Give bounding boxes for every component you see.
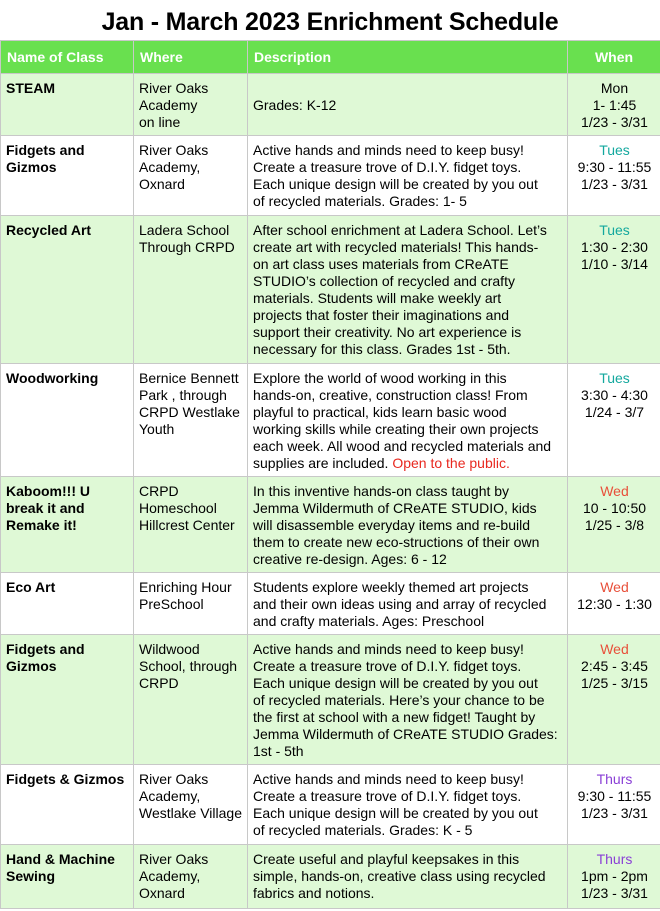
description-line	[253, 341, 563, 358]
class-name: Kaboom!!! U break it and Remake it!	[1, 477, 134, 573]
class-description	[248, 635, 568, 765]
location-line: Academy,	[139, 868, 201, 884]
description-text: Grades: K-12	[253, 97, 337, 113]
class-when	[568, 74, 660, 136]
class-time: 9:30 - 11:55	[577, 788, 652, 804]
description-text: Create a treasure trove of D.I.Y. fidget toys.	[253, 788, 522, 804]
description-text: Explore the world of wood working in this	[253, 370, 507, 386]
class-description	[248, 136, 568, 216]
description-text: simple, hands-on, creative class using recycled	[253, 868, 546, 884]
description-line	[253, 80, 563, 97]
class-location	[134, 635, 248, 765]
description-text: hands-on, creative, construction class! From	[253, 387, 528, 403]
class-day: Thurs	[596, 771, 633, 787]
description-text: create art with recycled materials! This hands-	[253, 239, 539, 255]
header-when: When	[568, 41, 660, 74]
location-line: Hillcrest Center	[139, 517, 235, 533]
location-line: CRPD	[139, 675, 179, 691]
description-text: Each unique design will be created by you out	[253, 675, 538, 691]
description-text: After school enrichment at Ladera School. Let’s	[253, 222, 547, 238]
description-line	[253, 176, 563, 193]
description-line	[253, 692, 563, 709]
table-row	[1, 216, 660, 364]
class-day: Mon	[600, 80, 629, 96]
description-text: STUDIO’s collection of recycled and crafty	[253, 273, 515, 289]
location-line: River Oaks	[139, 771, 209, 787]
description-line	[253, 709, 563, 726]
description-line	[253, 97, 563, 114]
table-row	[1, 364, 660, 477]
description-line	[253, 421, 563, 438]
location-line: River Oaks	[139, 142, 209, 158]
description-line	[253, 517, 563, 534]
description-text: of recycled materials. Grades: 1- 5	[253, 193, 467, 209]
description-line	[253, 239, 563, 256]
class-description	[248, 216, 568, 364]
class-description	[248, 477, 568, 573]
description-line	[253, 500, 563, 517]
class-name: Fidgets & Gizmos	[1, 765, 134, 845]
description-text: Jemma Wildermuth of CReATE STUDIO Grades:	[253, 726, 558, 742]
class-when	[568, 136, 660, 216]
description-text: supplies are included.	[253, 455, 389, 471]
description-line	[253, 534, 563, 551]
class-time: 9:30 - 11:55	[577, 159, 652, 175]
description-text: Active hands and minds need to keep busy!	[253, 641, 524, 657]
description-line	[253, 324, 563, 341]
class-day: Thurs	[596, 851, 633, 867]
class-location	[134, 136, 248, 216]
class-time: 1pm - 2pm	[581, 868, 648, 884]
class-day: Tues	[599, 142, 630, 158]
page-title: Jan - March 2023 Enrichment Schedule	[101, 8, 559, 36]
class-description	[248, 364, 568, 477]
table-row	[1, 765, 660, 845]
class-when	[568, 216, 660, 364]
public-note: Open to the public.	[392, 455, 510, 471]
description-text: Students explore weekly themed art projects	[253, 579, 529, 595]
description-text: fabrics and notions.	[253, 885, 375, 901]
class-name: Woodworking	[1, 364, 134, 477]
description-line	[253, 455, 563, 472]
schedule-table	[0, 40, 660, 909]
class-dates: 1/23 - 3/31	[581, 885, 648, 901]
description-text: Create a treasure trove of D.I.Y. fidget toys.	[253, 658, 522, 674]
table-row	[1, 845, 660, 909]
class-dates: 1/24 - 3/7	[584, 404, 645, 420]
location-line: Youth	[139, 421, 175, 437]
location-line: Academy,	[139, 159, 201, 175]
class-description	[248, 765, 568, 845]
class-when	[568, 573, 660, 635]
class-day: Wed	[600, 579, 629, 595]
location-line: Through CRPD	[139, 239, 235, 255]
description-line	[253, 805, 563, 822]
class-name: Recycled Art	[1, 216, 134, 364]
class-time: 2:45 - 3:45	[581, 658, 648, 674]
description-line	[253, 851, 563, 868]
description-text: Each unique design will be created by you out	[253, 176, 538, 192]
class-name: Fidgets and Gizmos	[1, 136, 134, 216]
class-description	[248, 845, 568, 909]
location-line: Park , through	[139, 387, 227, 403]
class-dates: 1/25 - 3/8	[584, 517, 645, 533]
description-text: Active hands and minds need to keep busy!	[253, 142, 524, 158]
description-text: projects that foster their imaginations and	[253, 307, 510, 323]
description-text: will disassemble everyday items and re-build	[253, 517, 531, 533]
description-line	[253, 387, 563, 404]
class-dates: 1/25 - 3/15	[581, 675, 648, 691]
location-line: Wildwood	[139, 641, 200, 657]
description-line	[253, 222, 563, 239]
location-line: Academy,	[139, 788, 201, 804]
description-line	[253, 551, 563, 568]
class-time: 10 - 10:50	[582, 500, 647, 516]
class-description	[248, 573, 568, 635]
class-name: Hand & Machine Sewing	[1, 845, 134, 909]
class-description	[248, 74, 568, 136]
class-dates: 1/23 - 3/31	[581, 805, 648, 821]
class-location	[134, 74, 248, 136]
description-text: of recycled materials. Grades: K - 5	[253, 822, 473, 838]
location-line: Enriching Hour	[139, 579, 232, 595]
description-line	[253, 307, 563, 324]
class-day: Wed	[600, 483, 629, 499]
description-line	[253, 438, 563, 455]
class-when	[568, 845, 660, 909]
description-line	[253, 675, 563, 692]
description-line	[253, 641, 563, 658]
class-time: 1:30 - 2:30	[581, 239, 648, 255]
location-line: Academy	[139, 97, 198, 113]
description-line	[253, 726, 563, 743]
description-line	[253, 771, 563, 788]
description-line	[253, 822, 563, 839]
class-when	[568, 477, 660, 573]
location-line: Homeschool	[139, 500, 217, 516]
location-line: on line	[139, 114, 181, 130]
description-text: each week. All wood and recycled materials and	[253, 438, 552, 454]
location-line: Westlake Village	[139, 805, 242, 821]
location-line: PreSchool	[139, 596, 204, 612]
class-dates: 1/10 - 3/14	[581, 256, 648, 272]
description-line	[253, 868, 563, 885]
header-description: Description	[248, 41, 568, 74]
description-text: necessary for this class. Grades 1st - 5th.	[253, 341, 511, 357]
description-text: playful to practical, kids learn basic wood	[253, 404, 507, 420]
description-text: 1st - 5th	[253, 743, 304, 759]
location-line: Oxnard	[139, 176, 185, 192]
class-location	[134, 765, 248, 845]
class-day: Wed	[600, 641, 629, 657]
table-row	[1, 136, 660, 216]
class-location	[134, 364, 248, 477]
description-line	[253, 159, 563, 176]
description-line	[253, 579, 563, 596]
description-text: In this inventive hands-on class taught by	[253, 483, 510, 499]
class-time: 3:30 - 4:30	[581, 387, 648, 403]
description-line	[253, 885, 563, 902]
description-text: working skills while creating their own projects	[253, 421, 539, 437]
class-dates: 1/23 - 3/31	[581, 114, 648, 130]
description-text: creative re-design. Ages: 6 - 12	[253, 551, 447, 567]
location-line: School, through	[139, 658, 238, 674]
class-when	[568, 635, 660, 765]
table-row	[1, 573, 660, 635]
table-row	[1, 477, 660, 573]
description-line	[253, 370, 563, 387]
description-line	[253, 273, 563, 290]
location-line: CRPD	[139, 483, 179, 499]
class-location	[134, 477, 248, 573]
description-line	[253, 483, 563, 500]
location-line: River Oaks	[139, 851, 209, 867]
class-time: 1- 1:45	[592, 97, 637, 113]
description-line	[253, 404, 563, 421]
description-text: Jemma Wildermuth of CReATE STUDIO, kids	[253, 500, 537, 516]
description-line	[253, 596, 563, 613]
description-text: the first at school with a new fidget! Taught by	[253, 709, 536, 725]
description-text: Each unique design will be created by you out	[253, 805, 538, 821]
description-line	[253, 193, 563, 210]
class-time: 12:30 - 1:30	[577, 596, 652, 612]
class-name: STEAM	[1, 74, 134, 136]
class-day: Tues	[599, 370, 630, 386]
class-name: Fidgets and Gizmos	[1, 635, 134, 765]
class-location	[134, 845, 248, 909]
description-text: Create a treasure trove of D.I.Y. fidget toys.	[253, 159, 522, 175]
location-line: Ladera School	[139, 222, 230, 238]
header-where: Where	[134, 41, 248, 74]
class-name: Eco Art	[1, 573, 134, 635]
class-when	[568, 765, 660, 845]
class-dates: 1/23 - 3/31	[581, 176, 648, 192]
description-line	[253, 788, 563, 805]
class-location	[134, 216, 248, 364]
description-text: materials. Students will make weekly art	[253, 290, 502, 306]
description-line	[253, 256, 563, 273]
description-text: of recycled materials. Here’s your chance to be	[253, 692, 545, 708]
description-line	[253, 658, 563, 675]
description-text: and their own ideas using and array of recycled	[253, 596, 547, 612]
location-line: CRPD Westlake	[139, 404, 240, 420]
description-text: Active hands and minds need to keep busy!	[253, 771, 524, 787]
class-location	[134, 573, 248, 635]
description-line	[253, 743, 563, 760]
table-row	[1, 635, 660, 765]
description-text: them to create new eco-structions of their own	[253, 534, 540, 550]
description-line	[253, 613, 563, 630]
location-line: River Oaks	[139, 80, 209, 96]
description-text: Create useful and playful keepsakes in this	[253, 851, 520, 867]
location-line: Bernice Bennett	[139, 370, 239, 386]
table-row	[1, 74, 660, 136]
description-line	[253, 290, 563, 307]
location-line: Oxnard	[139, 885, 185, 901]
description-text: support their creativity. No art experience is	[253, 324, 522, 340]
header-name: Name of Class	[1, 41, 134, 74]
description-text: and crafty materials. Ages: Preschool	[253, 613, 485, 629]
class-when	[568, 364, 660, 477]
description-text: on art class uses materials from CReATE	[253, 256, 509, 272]
description-line	[253, 142, 563, 159]
class-day: Tues	[599, 222, 630, 238]
header-row	[1, 41, 660, 74]
